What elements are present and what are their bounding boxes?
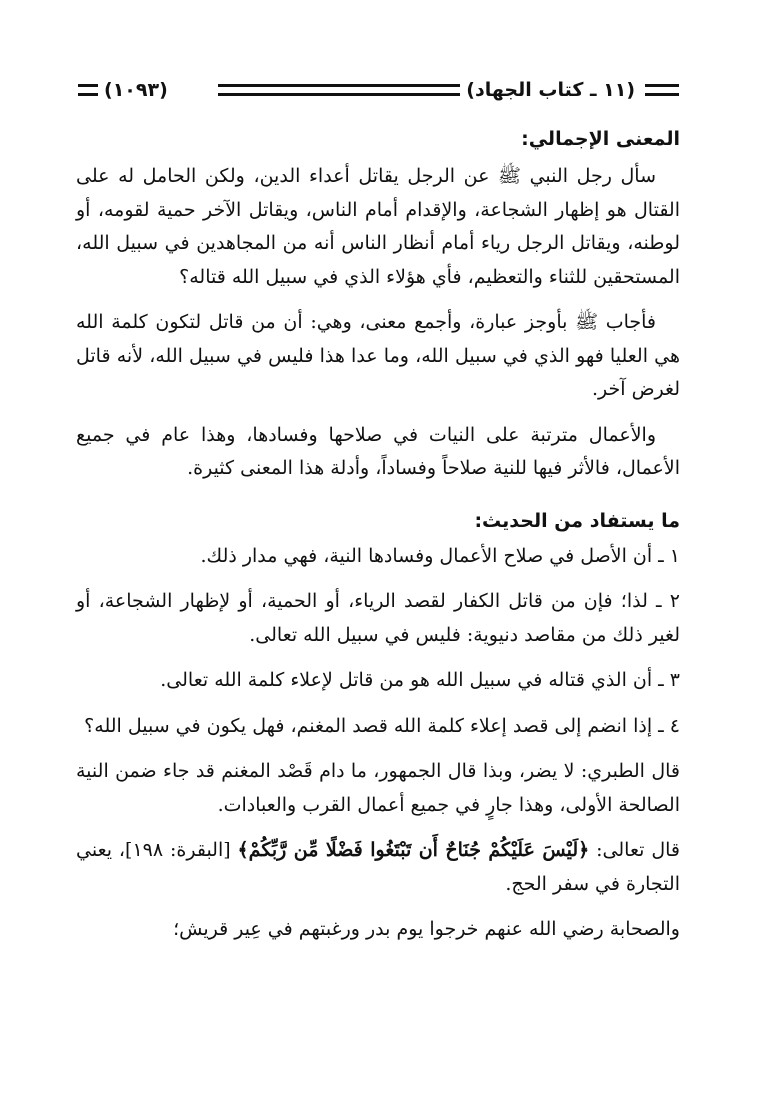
page-number: (١٠٩٣) bbox=[98, 78, 174, 102]
page-body bbox=[76, 124, 680, 959]
benefit-item-4: ٤ ـ إذا انضم إلى قصد إعلاء كلمة الله قصد المغنم، فهل يكون في سبيل الله؟ bbox=[84, 714, 680, 737]
running-header bbox=[78, 78, 679, 108]
benefit-item-3: ٣ ـ أن الذي قتاله في سبيل الله هو من قاتل لإعلاء كلمة الله تعالى. bbox=[160, 669, 680, 691]
benefit-item-2: ٢ ـ لذا؛ فإن من قاتل الكفار لقصد الرياء، أو الحمية، أو لإظهار الشجاعة، أو لغير ذلك من مقاصد دنيوية: فليس في سبيل الله تعالى. bbox=[76, 590, 680, 646]
paragraph-2: فأجاب ﷺ بأوجز عبارة، وأجمع معنى، وهي: أن من قاتل لتكون كلمة الله هي العليا فهو الذي في سبيل الله، وما عدا هذا فليس في سبيل الله، لأنه قاتل لغرض آخر. bbox=[76, 311, 680, 400]
benefit-item-1: ١ ـ أن الأصل في صلاح الأعمال وفسادها النية، فهي مدار ذلك. bbox=[200, 544, 680, 567]
chapter-title: (١١ ـ كتاب الجهاد) bbox=[460, 78, 641, 102]
paragraph-3: والأعمال مترتبة على النيات في صلاحها وفسادها، وهذا عام في جميع الأعمال، فالأثر فيها للنية صلاحاً وفساداً، وأدلة هذا المعنى كثيرة. bbox=[76, 423, 680, 479]
header-rule-right bbox=[645, 84, 679, 96]
verse-reference: [البقرة: ١٩٨]، يعني التجارة في سفر الحج. bbox=[76, 839, 680, 895]
paragraph-1: سأل رجل النبي ﷺ عن الرجل يقاتل أعداء الدين، ولكن الحامل له على القتال هو إظهار الشجاعة، والإقدام أمام الناس، ويقاتل الآخر حمية لقومه، أو لوطنه، ويقاتل الرجل رياء أمام أنظار الناس أنه من المجاهدين في سبيل الله، المستحقين للثناء والتعظيم، فأي هؤلاء الذي في سبيل الله قتاله؟ bbox=[76, 165, 680, 288]
paragraph-verse bbox=[76, 834, 680, 901]
quran-verse: ﴿لَيْسَ عَلَيْكُمْ جُنَاحٌ أَن تَبْتَغُوا فَضْلًا مِّن رَّبِّكُمْ﴾ bbox=[237, 839, 590, 861]
verse-prefix: قال تعالى: bbox=[589, 839, 680, 861]
header-rule-middle bbox=[218, 84, 479, 96]
paragraph-tabari: قال الطبري: لا يضر، وبذا قال الجمهور، ما دام قَصْد المغنم قد جاء ضمن النية الصالحة الأولى، وهذا جارٍ في جميع أعمال القرب والعبادات. bbox=[76, 760, 680, 816]
heading-general-meaning: المعنى الإجمالي: bbox=[521, 128, 680, 150]
heading-benefits: ما يستفاد من الحديث: bbox=[474, 509, 680, 532]
paragraph-companions: والصحابة رضي الله عنهم خرجوا يوم بدر ورغبتهم في عِير قريش؛ bbox=[173, 918, 680, 940]
